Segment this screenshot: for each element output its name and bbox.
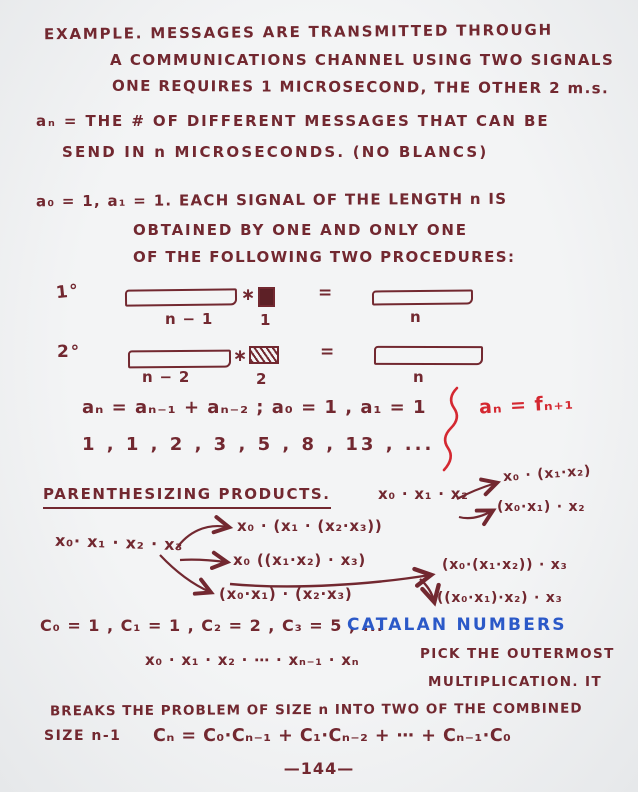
procedure-2-star-operator: ∗ <box>233 346 250 366</box>
catalan-numbers-label: CATALAN NUMBERS <box>347 615 567 635</box>
example-heading-line-2: A COMMUNICATIONS CHANNEL USING TWO SIGNALS <box>110 51 615 69</box>
four-factor-option-3: (x₀·x₁) · (x₂·x₃) <box>219 585 353 603</box>
four-factor-option-5: ((x₀·x₁)·x₂) · x₃ <box>437 590 563 606</box>
catalan-recurrence-formula: Cₙ = C₀·Cₙ₋₁ + C₁·Cₙ₋₂ + ⋯ + Cₙ₋₁·C₀ <box>153 726 512 746</box>
outermost-note-line-1: PICK THE OUTERMOST <box>420 646 615 662</box>
example-heading-line-3: ONE REQUIRES 1 MICROSECOND, THE OTHER 2 m.s. <box>111 76 610 98</box>
example-heading-line-1: EXAMPLE. MESSAGES ARE TRANSMITTED THROUGH <box>43 20 553 44</box>
procedure-1-label: 1° <box>54 280 81 304</box>
procedure-2-result-bar <box>374 346 483 365</box>
an-definition-line-2: SEND IN n MICROSECONDS. (NO BLANCS) <box>62 143 489 161</box>
outermost-note-line-2: MULTIPLICATION. IT <box>428 674 603 690</box>
four-factor-option-1: x₀ · (x₁ · (x₂·x₃)) <box>237 517 383 535</box>
procedure-1-star-operator: ∗ <box>241 285 258 305</box>
outermost-note-line-4: SIZE n-1 <box>44 728 122 744</box>
procedure-1-block-label: n − 1 <box>165 310 214 328</box>
signal-2-hatched-box <box>249 346 279 364</box>
base-cases-line-3: OF THE FOLLOWING TWO PROCEDURES: <box>133 248 516 266</box>
arrow-three-factor-option-2 <box>459 511 492 518</box>
base-cases-line-1: a₀ = 1, a₁ = 1. EACH SIGNAL OF THE LENGTH n IS <box>35 189 508 211</box>
base-cases-line-2: OBTAINED BY ONE AND ONLY ONE <box>133 221 468 239</box>
four-factor-product: x₀· x₁ · x₂ · x₃ <box>54 530 184 555</box>
procedure-1-equals: = <box>318 283 335 303</box>
three-factor-option-1: x₀ · (x₁·x₂) <box>502 462 592 486</box>
outermost-note-line-3: BREAKS THE PROBLEM OF SIZE n INTO TWO OF THE COMBINED <box>49 700 583 720</box>
arrow-to-option-5 <box>420 579 434 601</box>
procedure-2-block-label: n − 2 <box>142 368 191 386</box>
parenthesizing-products-title: PARENTHESIZING PRODUCTS. <box>43 486 331 509</box>
procedure-2-unit-label: 2 <box>256 370 269 388</box>
catalan-values: C₀ = 1 , C₁ = 1 , C₂ = 2 , C₃ = 5 , ... <box>40 616 384 635</box>
general-product-expression: x₀ · x₁ · x₂ · ⋯ · xₙ₋₁ · xₙ <box>145 651 360 669</box>
procedure-1-length-bar <box>125 288 237 306</box>
signal-1-filled-box <box>258 287 275 307</box>
procedure-1-result-bar <box>372 289 473 305</box>
three-factor-option-2: (x₀·x₁) · x₂ <box>497 499 586 515</box>
procedure-2-length-bar <box>128 350 231 369</box>
three-factor-product: x₀ · x₁ · x₂ <box>378 485 469 503</box>
fibonacci-brace <box>444 388 457 470</box>
an-definition-line-1: aₙ = THE # OF DIFFERENT MESSAGES THAT CAN BE <box>36 112 550 130</box>
procedure-2-equals: = <box>320 342 337 362</box>
four-factor-option-2: x₀ ((x₁·x₂) · x₃) <box>233 551 367 569</box>
four-factor-option-4: (x₀·(x₁·x₂)) · x₃ <box>442 557 568 573</box>
procedure-2-label: 2° <box>57 342 81 362</box>
procedure-2-result-label: n <box>413 368 426 386</box>
procedure-1-unit-label: 1 <box>260 311 273 329</box>
fibonacci-sequence-values: 1 , 1 , 2 , 3 , 5 , 8 , 13 , ... <box>82 434 435 455</box>
procedure-1-result-label: n <box>410 308 423 326</box>
fibonacci-recurrence-formula: aₙ = aₙ₋₁ + aₙ₋₂ ; a₀ = 1 , a₁ = 1 <box>82 397 427 418</box>
arrow-four-factor-option-1 <box>176 526 228 549</box>
arrow-four-factor-option-3 <box>160 555 210 592</box>
fibonacci-identity-note: aₙ = fₙ₊₁ <box>478 391 575 419</box>
page-number: —144— <box>283 759 355 778</box>
arrow-four-factor-option-2 <box>180 560 226 562</box>
